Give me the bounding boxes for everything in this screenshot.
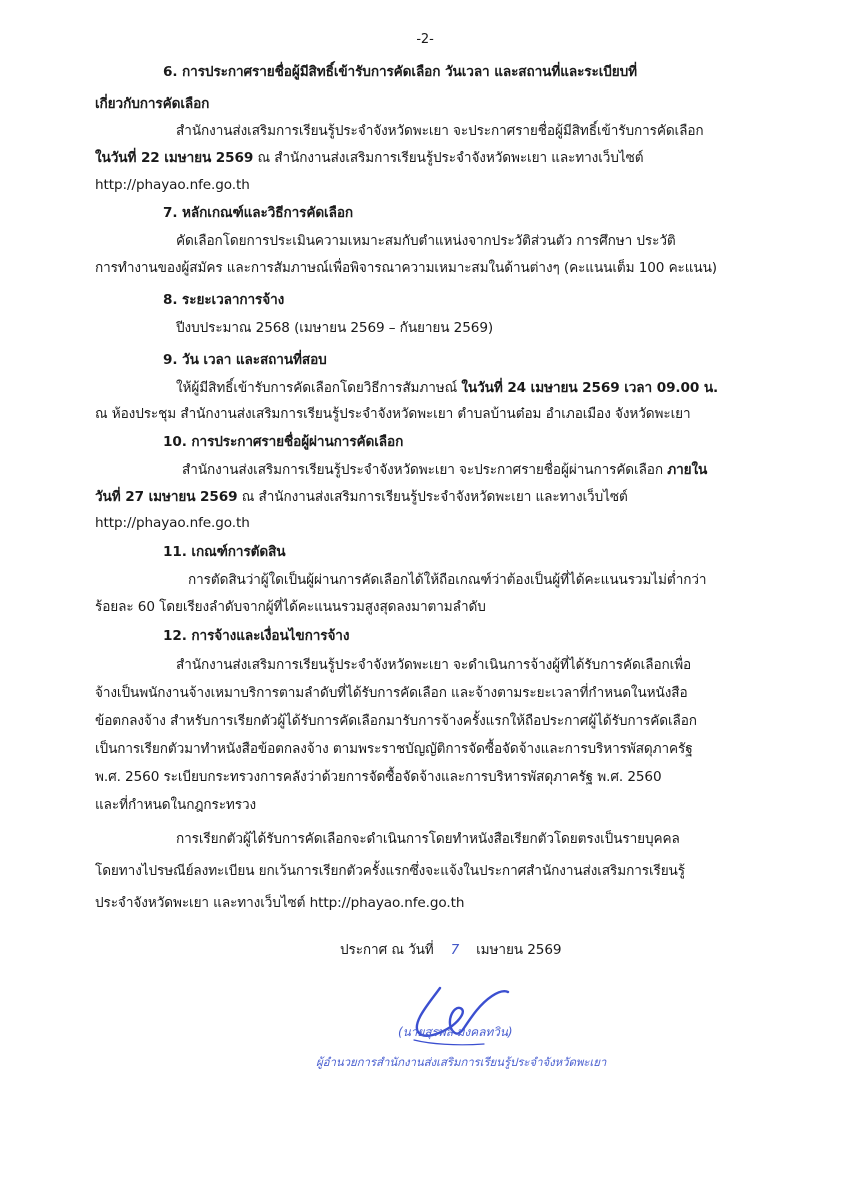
section-9-heading: 9. วัน เวลา และสถานที่สอบ bbox=[163, 352, 327, 368]
section-7-text: คัดเลือกโดยการประเมินความเหมาะสมกับตำแหน่งจากประวัติส่วนตัว การศึกษา ประวัติ bbox=[176, 233, 676, 249]
section-7-text: การทำงานของผู้สมัคร และการสัมภาษณ์เพื่อพิจารณาความเหมาะสมในด้านต่างๆ (คะแนนเต็ม 100 คะแนน) bbox=[95, 260, 718, 276]
section-12-heading: 12. การจ้างและเงื่อนไขการจ้าง bbox=[163, 628, 350, 644]
section-7-heading: 7. หลักเกณฑ์และวิธีการคัดเลือก bbox=[163, 205, 354, 221]
section-10-date: วันที่ 27 เมษายน 2569 bbox=[95, 489, 238, 505]
section-10-text: วันที่ 27 เมษายน 2569 ณ สำนักงานส่งเสริมการเรียนรู้ประจำจังหวัดพะเยา และทางเว็บไซต์ bbox=[95, 489, 628, 505]
handwritten-day: 7 bbox=[450, 942, 460, 958]
signer-position: ผู้อำนวยการสำนักงานส่งเสริมการเรียนรู้ประจำจังหวัดพะเยา bbox=[316, 1055, 607, 1069]
section-11-text: ร้อยละ 60 โดยเรียงลำดับจากผู้ที่ได้คะแนนรวมสูงสุดลงมาตามลำดับ bbox=[95, 599, 486, 615]
section-6-website: http://phayao.nfe.go.th bbox=[95, 177, 250, 193]
section-12-text: การเรียกตัวผู้ได้รับการคัดเลือกจะดำเนินการโดยทำหนังสือเรียกตัวโดยตรงเป็นรายบุคคล bbox=[176, 831, 680, 847]
section-6-text: ในวันที่ 22 เมษายน 2569 ณ สำนักงานส่งเสริมการเรียนรู้ประจำจังหวัดพะเยา และทางเว็บไซต์ bbox=[95, 150, 644, 166]
section-12-text: เป็นการเรียกตัวมาทำหนังสือข้อตกลงจ้าง ตามพระราชบัญญัติการจัดซื้อจัดจ้างและการบริหารพัสดุภาครัฐ bbox=[95, 741, 693, 757]
section-6-date: ในวันที่ 22 เมษายน 2569 bbox=[95, 150, 254, 166]
section-6-text: สำนักงานส่งเสริมการเรียนรู้ประจำจังหวัดพะเยา จะประกาศรายชื่อผู้มีสิทธิ์เข้ารับการคัดเลือก bbox=[176, 123, 704, 139]
section-12-text: และที่กำหนดในกฎกระทรวง bbox=[95, 797, 257, 813]
section-9-date: ในวันที่ 24 เมษายน 2569 เวลา 09.00 น. bbox=[461, 380, 719, 396]
section-10-website: http://phayao.nfe.go.th bbox=[95, 515, 250, 531]
section-10-heading: 10. การประกาศรายชื่อผู้ผ่านการคัดเลือก bbox=[163, 434, 404, 450]
section-12-website: ประจำจังหวัดพะเยา และทางเว็บไซต์ http://phayao.nfe.go.th bbox=[95, 895, 465, 911]
section-6-heading-cont: เกี่ยวกับการคัดเลือก bbox=[95, 96, 210, 112]
section-11-text: การตัดสินว่าผู้ใดเป็นผู้ผ่านการคัดเลือกได้ให้ถือเกณฑ์ว่าต้องเป็นผู้ที่ได้คะแนนรวมไม่ต่ำกว่า bbox=[188, 572, 707, 588]
section-12-text: จ้างเป็นพนักงานจ้างเหมาบริการตามลำดับที่ได้รับการคัดเลือก และจ้างตามระยะเวลาที่กำหนดในหนังสือ bbox=[95, 685, 688, 701]
section-11-heading: 11. เกณฑ์การตัดสิน bbox=[163, 544, 286, 560]
section-12-text: ข้อตกลงจ้าง สำหรับการเรียกตัวผู้ได้รับการคัดเลือกมารับการจ้างครั้งแรกให้ถือประกาศผู้ได้รับการคัดเลือก bbox=[95, 713, 697, 729]
section-6-heading: 6. การประกาศรายชื่อผู้มีสิทธิ์เข้ารับการคัดเลือก วันเวลา และสถานที่และระเบียบที่ bbox=[163, 64, 638, 80]
page-number: -2- bbox=[416, 32, 434, 47]
section-9-text: ณ ห้องประชุม สำนักงานส่งเสริมการเรียนรู้ประจำจังหวัดพะเยา ตำบลบ้านต๋อม อำเภอเมือง จังหวัดพะเยา bbox=[95, 406, 691, 422]
section-12-text: โดยทางไปรษณีย์ลงทะเบียน ยกเว้นการเรียกตัวครั้งแรกซึ่งจะแจ้งในประกาศสำนักงานส่งเสริมการเรียนรู้ bbox=[95, 863, 685, 879]
signer-name: (นายสุรพล มงคลทวิน) bbox=[398, 1025, 513, 1039]
section-9-text: ให้ผู้มีสิทธิ์เข้ารับการคัดเลือกโดยวิธีการสัมภาษณ์ ในวันที่ 24 เมษายน 2569 เวลา 09.00 น. bbox=[176, 380, 719, 396]
signature-image bbox=[400, 982, 530, 1054]
section-12-text: พ.ศ. 2560 ระเบียบกระทรวงการคลังว่าด้วยการจัดซื้อจัดจ้างและการบริหารพัสดุภาครัฐ พ.ศ. 2560 bbox=[95, 769, 662, 785]
announcement-date: ประกาศ ณ วันที่ 7 เมษายน 2569 bbox=[340, 942, 562, 958]
section-8-text: ปีงบประมาณ 2568 (เมษายน 2569 – กันยายน 2569) bbox=[176, 320, 494, 336]
section-12-text: สำนักงานส่งเสริมการเรียนรู้ประจำจังหวัดพะเยา จะดำเนินการจ้างผู้ที่ได้รับการคัดเลือกเพื่อ bbox=[176, 657, 692, 673]
section-8-heading: 8. ระยะเวลาการจ้าง bbox=[163, 292, 285, 308]
section-10-text: สำนักงานส่งเสริมการเรียนรู้ประจำจังหวัดพะเยา จะประกาศรายชื่อผู้ผ่านการคัดเลือก ภายใน bbox=[182, 462, 708, 478]
